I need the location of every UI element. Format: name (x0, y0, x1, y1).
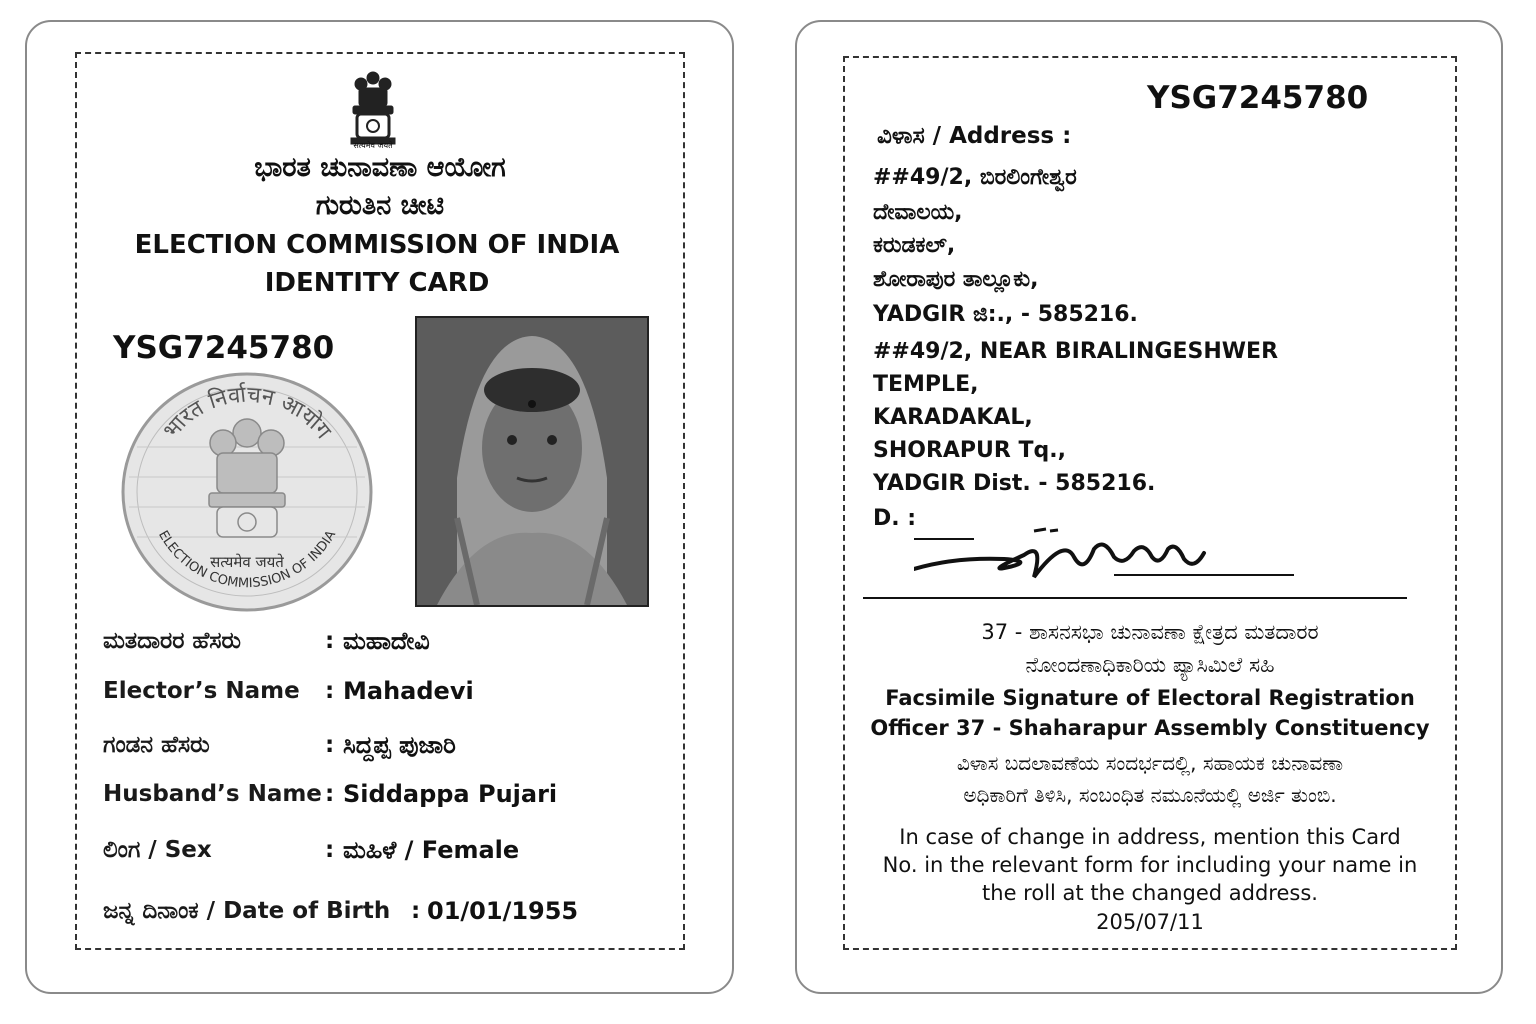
footer-kannada-2: ನೋಂದಣಾಧಿಕಾರಿಯ ಪ್ಯಾಸಿಮಿಲೆ ಸಹಿ (1025, 653, 1275, 677)
field-value-elector-name: Mahadevi (343, 677, 474, 705)
field-value-dob: 01/01/1955 (427, 897, 579, 925)
seal-text-bottom: ELECTION COMMISSION OF INDIA (154, 528, 340, 592)
header-english-1: ELECTION COMMISSION OF INDIA (134, 230, 620, 260)
notice-english-3: the roll at the changed address. (982, 881, 1318, 905)
address-line: ದೇವಾಲಯ, (873, 200, 963, 225)
address-label: ವಿಳಾಸ / Address : (877, 123, 1072, 149)
field-colon: : (325, 781, 335, 807)
issue-date: 205/07/11 (1096, 910, 1204, 934)
field-colon: : (325, 732, 335, 758)
elector-photo (415, 316, 649, 607)
epic-number: YSG7245780 (113, 330, 335, 366)
notice-english-1: In case of change in address, mention this Card (899, 825, 1401, 849)
seal-motto: सत्यमेव जयते (210, 553, 284, 571)
field-value-sex: ಮಹಿಳೆ / Female (343, 836, 520, 864)
address-line: ##49/2, NEAR BIRALINGESHWER (873, 339, 1279, 364)
header-kannada-2: ಗುರುತಿನ ಚೀಟಿ (315, 190, 445, 221)
field-colon: : (325, 678, 335, 704)
field-label-husband-name-kn: ಗಂಡನ ಹೆಸರು (103, 732, 210, 758)
address-line: ಕರುಡಕಲ್, (873, 233, 956, 258)
header-english-2: IDENTITY CARD (264, 268, 490, 298)
field-label-elector-name-kn: ಮತದಾರರ ಹೆಸರು (103, 628, 241, 654)
epic-number-back: YSG7245780 (1147, 80, 1369, 116)
address-line: ಶೋರಾಪುರ ತಾಲ್ಲೂಕು, (873, 267, 1039, 292)
footer-kannada-1: 37 - ಶಾಸನಸಭಾ ಚುನಾವಣಾ ಕ್ಷೇತ್ರದ ಮತದಾರರ (981, 620, 1319, 644)
address-line: KARADAKAL, (873, 405, 1033, 430)
field-label-elector-name: Elector’s Name (103, 678, 300, 704)
date-label: D. : (873, 506, 917, 531)
field-colon: : (325, 837, 335, 863)
address-line: YADGIR Dist. - 585216. (873, 471, 1156, 496)
election-commission-seal-icon (117, 367, 377, 617)
field-label-dob: ಜನ್ನ ದಿನಾಂಕ / Date of Birth (103, 898, 391, 924)
notice-kannada-1: ವಿಳಾಸ ಬದಲಾವಣೆಯ ಸಂದರ್ಭದಲ್ಲಿ, ಸಹಾಯಕ ಚುನಾವಣಾ (956, 751, 1344, 775)
notice-kannada-2: ಅಧಿಕಾರಿಗೆ ತಿಳಿಸಿ, ಸಂಬಂಧಿತ ನಮೂನೆಯಲ್ಲಿ ಅರ್ಜಿ ತುಂಬಿ. (963, 783, 1337, 807)
header-kannada-1: ಭಾರತ ಚುನಾವಣಾ ಆಯೋಗ (254, 152, 506, 183)
field-value-elector-name-kn: ಮಹಾದೇವಿ (343, 627, 430, 655)
field-label-sex: ಲಿಂಗ / Sex (103, 837, 212, 863)
field-colon: : (325, 628, 335, 654)
seal-text-top: भारत निर्वाचन आयोग (158, 382, 336, 444)
field-label-husband-name: Husband’s Name (103, 781, 322, 807)
field-value-husband-name-kn: ಸಿದ್ದಪ್ಪ ಪುಜಾರಿ (343, 731, 456, 759)
address-line: SHORAPUR Tq., (873, 438, 1066, 463)
voter-id-front (25, 20, 734, 994)
field-colon: : (411, 898, 421, 924)
back-dashed-border (843, 56, 1457, 950)
registration-officer-signature (914, 527, 1294, 587)
footer-english-1: Facsimile Signature of Electoral Registration (885, 686, 1415, 710)
voter-id-back (795, 20, 1503, 994)
footer-english-2: Officer 37 - Shaharapur Assembly Constituency (870, 716, 1430, 740)
address-line: TEMPLE, (873, 372, 979, 397)
address-line: YADGIR ಜಿ:., - 585216. (873, 302, 1138, 327)
notice-english-2: No. in the relevant form for including your name in (882, 853, 1418, 877)
emblem-motto: सत्यमेव जयते (353, 141, 393, 150)
address-line: ##49/2, ಬಿರಲಿಂಗೇಶ್ವರ (873, 165, 1077, 190)
field-value-husband-name: Siddappa Pujari (343, 780, 558, 808)
signature-divider (863, 597, 1407, 599)
